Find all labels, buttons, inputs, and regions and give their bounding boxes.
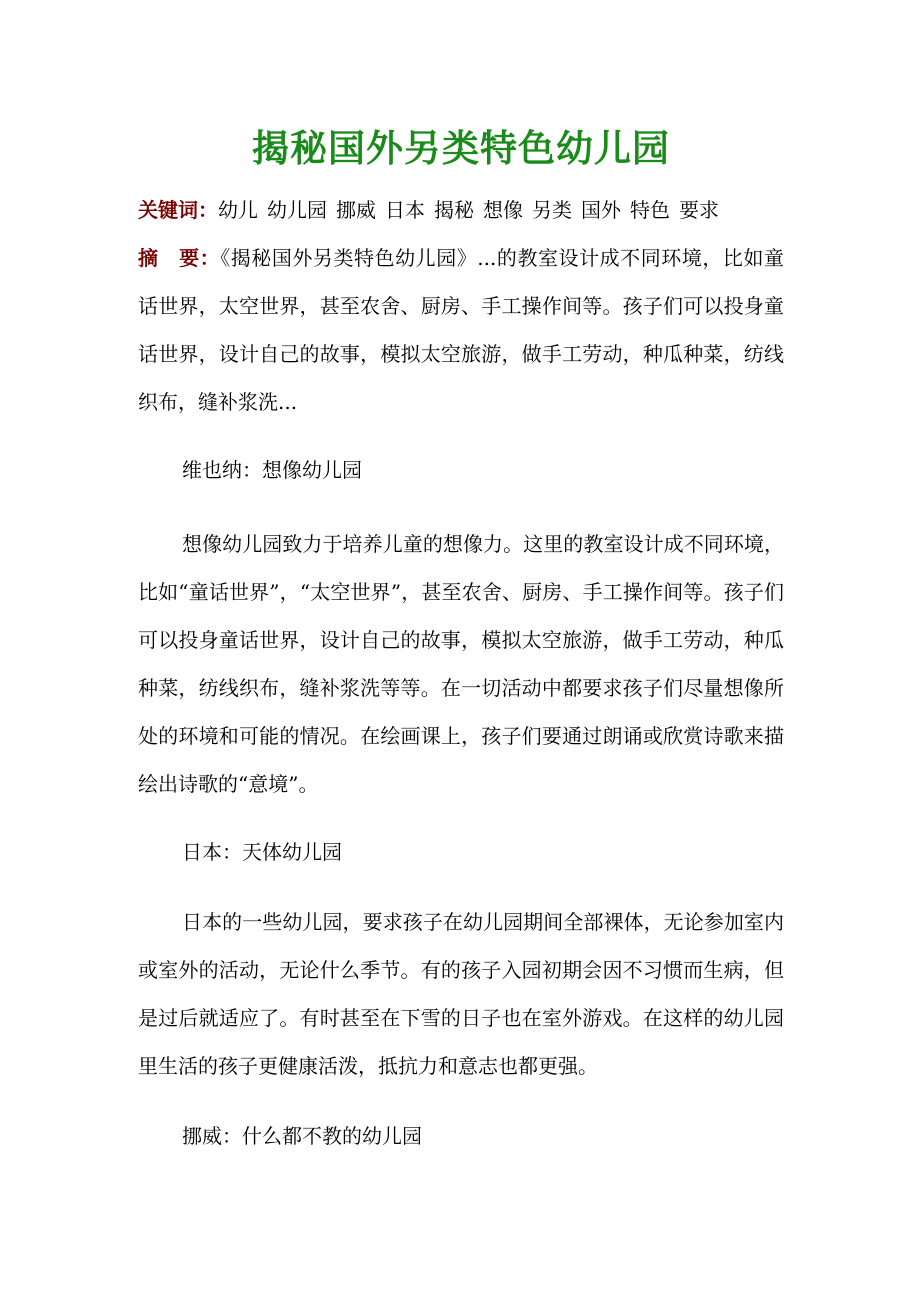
keyword-item: 日本 [385,198,425,222]
keyword-item: 幼儿园 [267,198,327,222]
keyword-item: 想像 [483,198,523,222]
section-heading-norway: 挪威：什么都不教的幼儿园 [182,1124,422,1148]
keyword-item: 要求 [679,198,719,222]
keyword-item: 国外 [581,198,621,222]
keyword-item: 特色 [630,198,670,222]
keyword-item: 幼儿 [218,198,258,222]
keyword-item: 挪威 [336,198,376,222]
keyword-item: 另类 [532,198,572,222]
section-body-japan: 日本的一些幼儿园，要求孩子在幼儿园期间全部裸体，无论参加室内或室外的活动，无论什么季节。有的孩子入园初期会因不习惯而生病，但是过后就适应了。有时甚至在下雪的日子也在室外游戏。在这样的幼儿园里生活的孩子更健康活泼，抵抗力和意志也都更强。 [138,910,784,1078]
keywords-line [138,186,784,234]
section-heading-japan: 日本：天体幼儿园 [182,840,342,864]
page-title: 揭秘国外另类特色幼儿园 [252,127,670,170]
section-body-vienna: 想像幼儿园致力于培养儿童的想像力。这里的教室设计成不同环境，比如“童话世界”，“太空世界”，甚至农舍、厨房、手工操作间等。孩子们可以投身童话世界，设计自己的故事，模拟太空旅游，做手工劳动，种瓜种菜，纺线织布，缝补浆洗等等。在一切活动中都要求孩子们尽量想像所处的环境和可能的情况。在绘画课上，孩子们要通过朗诵或欣赏诗歌来描绘出诗歌的“意境”。 [138,532,784,796]
keywords-label: 关键词： [138,198,218,222]
keyword-item: 揭秘 [434,198,474,222]
summary-text: 《揭秘国外另类特色幼儿园》...的教室设计成不同环境，比如童话世界，太空世界，甚至农舍、厨房、手工操作间等。孩子们可以投身童话世界，设计自己的故事，模拟太空旅游，做手工劳动，种瓜种菜，纺线织布，缝补浆洗... [138,246,784,414]
summary-paragraph [138,234,784,426]
summary-label: 摘 要： [138,246,221,270]
section-heading-vienna: 维也纳：想像幼儿园 [182,458,362,482]
